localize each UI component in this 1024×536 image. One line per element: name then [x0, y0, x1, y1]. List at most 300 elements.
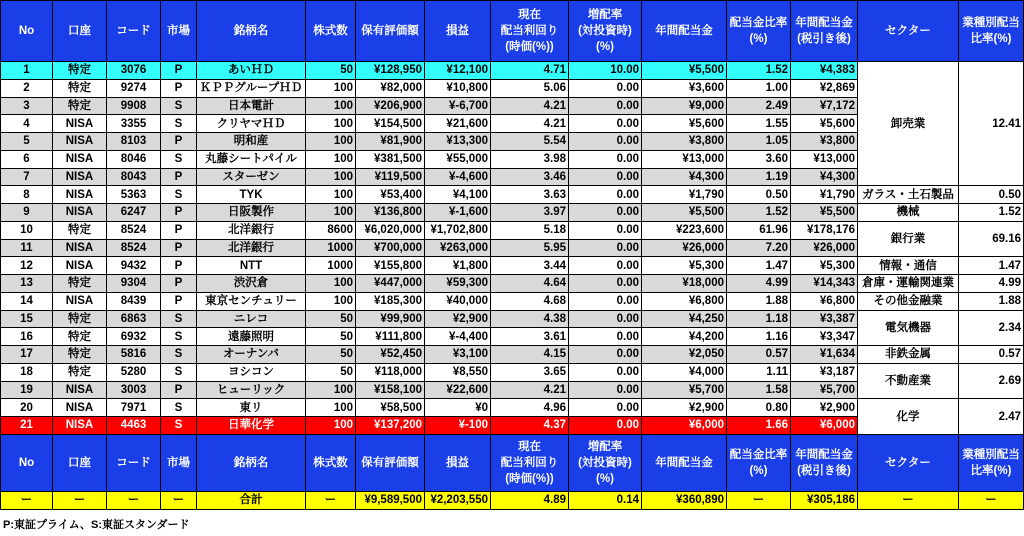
cell-market: P	[161, 382, 196, 399]
cell-code: 6247	[107, 204, 160, 221]
cell-pnl: ¥13,300	[425, 133, 490, 150]
total-code: ー	[107, 492, 160, 509]
cell-shares: 1000	[306, 257, 355, 274]
cell-yield: 5.54	[491, 133, 568, 150]
cell-yield: 5.18	[491, 222, 568, 239]
cell-shares: 100	[306, 399, 355, 416]
cell-account: 特定	[53, 328, 106, 345]
sector-name: 情報・通信	[858, 257, 958, 274]
cell-pnl: ¥-4,600	[425, 169, 490, 186]
total-shares: ー	[306, 492, 355, 509]
header-no: No	[1, 1, 52, 61]
cell-code: 9274	[107, 80, 160, 97]
cell-dividend-ratio: 0.57	[727, 346, 790, 363]
cell-account: NISA	[53, 293, 106, 310]
header-market: 市場	[161, 1, 196, 61]
cell-valuation: ¥155,800	[356, 257, 424, 274]
cell-code: 9432	[107, 257, 160, 274]
cell-dividend-ratio: 1.58	[727, 382, 790, 399]
cell-name: 日本電計	[197, 98, 305, 115]
total-dividend-ratio: ー	[727, 492, 790, 509]
cell-shares: 100	[306, 417, 355, 434]
cell-market: P	[161, 240, 196, 257]
sector-name: 不動産業	[858, 364, 958, 399]
sector-name: 倉庫・運輸関連業	[858, 275, 958, 292]
header-account: 口座	[53, 1, 106, 61]
cell-increase-rate: 0.00	[569, 417, 641, 434]
cell-shares: 100	[306, 169, 355, 186]
sector-name: 銀行業	[858, 222, 958, 257]
cell-increase-rate: 0.00	[569, 257, 641, 274]
cell-valuation: ¥206,900	[356, 98, 424, 115]
sector-name: 電気機器	[858, 311, 958, 346]
header-after-tax: 年間配当金 (税引き後)	[791, 1, 857, 61]
cell-code: 9304	[107, 275, 160, 292]
cell-pnl: ¥263,000	[425, 240, 490, 257]
sector-name: 機械	[858, 204, 958, 221]
cell-valuation: ¥128,950	[356, 62, 424, 79]
total-after-tax: ¥305,186	[791, 492, 857, 509]
footer-header-code: コード	[107, 435, 160, 491]
cell-dividend-ratio: 1.11	[727, 364, 790, 381]
cell-account: 特定	[53, 98, 106, 115]
cell-increase-rate: 0.00	[569, 204, 641, 221]
sector-name: 卸売業	[858, 62, 958, 185]
cell-increase-rate: 0.00	[569, 240, 641, 257]
cell-no: 14	[1, 293, 52, 310]
cell-after-tax: ¥3,187	[791, 364, 857, 381]
total-valuation: ¥9,589,500	[356, 492, 424, 509]
header-code: コード	[107, 1, 160, 61]
cell-no: 17	[1, 346, 52, 363]
cell-valuation: ¥158,100	[356, 382, 424, 399]
cell-shares: 50	[306, 364, 355, 381]
footer-header-sector: セクター	[858, 435, 958, 491]
cell-after-tax: ¥178,176	[791, 222, 857, 239]
cell-shares: 1000	[306, 240, 355, 257]
cell-shares: 50	[306, 62, 355, 79]
header-shares: 株式数	[306, 1, 355, 61]
cell-annual-dividend: ¥223,600	[642, 222, 726, 239]
cell-market: S	[161, 346, 196, 363]
sector-ratio: 4.99	[959, 275, 1023, 292]
cell-dividend-ratio: 1.19	[727, 169, 790, 186]
total-pnl: ¥2,203,550	[425, 492, 490, 509]
cell-pnl: ¥1,800	[425, 257, 490, 274]
cell-shares: 100	[306, 382, 355, 399]
header-name: 銘柄名	[197, 1, 305, 61]
cell-no: 20	[1, 399, 52, 416]
cell-no: 10	[1, 222, 52, 239]
cell-valuation: ¥118,000	[356, 364, 424, 381]
cell-code: 8046	[107, 151, 160, 168]
cell-increase-rate: 0.00	[569, 151, 641, 168]
cell-no: 6	[1, 151, 52, 168]
cell-yield: 3.44	[491, 257, 568, 274]
total-sector-ratio: ー	[959, 492, 1023, 509]
cell-annual-dividend: ¥13,000	[642, 151, 726, 168]
cell-increase-rate: 0.00	[569, 382, 641, 399]
cell-shares: 100	[306, 115, 355, 132]
cell-name: ＫＰＰグループＨＤ	[197, 80, 305, 97]
cell-market: P	[161, 275, 196, 292]
cell-name: TYK	[197, 186, 305, 203]
cell-account: NISA	[53, 417, 106, 434]
cell-market: P	[161, 222, 196, 239]
cell-valuation: ¥154,500	[356, 115, 424, 132]
total-annual-dividend: ¥360,890	[642, 492, 726, 509]
cell-account: 特定	[53, 311, 106, 328]
cell-name: あいＨＤ	[197, 62, 305, 79]
cell-pnl: ¥59,300	[425, 275, 490, 292]
cell-no: 16	[1, 328, 52, 345]
header-sector-ratio: 業種別配当 比率(%)	[959, 1, 1023, 61]
footer-header-increase-rate: 増配率 (対投資時) (%)	[569, 435, 641, 491]
cell-no: 19	[1, 382, 52, 399]
header-pnl: 損益	[425, 1, 490, 61]
cell-annual-dividend: ¥4,000	[642, 364, 726, 381]
cell-dividend-ratio: 1.47	[727, 257, 790, 274]
cell-yield: 4.68	[491, 293, 568, 310]
cell-dividend-ratio: 0.80	[727, 399, 790, 416]
cell-after-tax: ¥4,300	[791, 169, 857, 186]
cell-account: 特定	[53, 346, 106, 363]
footer-header-dividend-ratio: 配当金比率 (%)	[727, 435, 790, 491]
cell-annual-dividend: ¥5,300	[642, 257, 726, 274]
cell-after-tax: ¥1,634	[791, 346, 857, 363]
sector-ratio: 2.47	[959, 399, 1023, 434]
sector-ratio: 12.41	[959, 62, 1023, 185]
cell-shares: 50	[306, 346, 355, 363]
cell-pnl: ¥21,600	[425, 115, 490, 132]
header-yield: 現在 配当利回り (時価(%))	[491, 1, 568, 61]
cell-valuation: ¥381,500	[356, 151, 424, 168]
cell-increase-rate: 0.00	[569, 169, 641, 186]
cell-pnl: ¥0	[425, 399, 490, 416]
cell-valuation: ¥185,300	[356, 293, 424, 310]
header-increase-rate: 増配率 (対投資時) (%)	[569, 1, 641, 61]
cell-pnl: ¥55,000	[425, 151, 490, 168]
cell-code: 8103	[107, 133, 160, 150]
cell-valuation: ¥447,000	[356, 275, 424, 292]
cell-market: S	[161, 186, 196, 203]
cell-increase-rate: 0.00	[569, 399, 641, 416]
cell-yield: 4.64	[491, 275, 568, 292]
cell-after-tax: ¥5,700	[791, 382, 857, 399]
cell-code: 6932	[107, 328, 160, 345]
cell-dividend-ratio: 7.20	[727, 240, 790, 257]
cell-market: S	[161, 399, 196, 416]
cell-name: 北洋銀行	[197, 222, 305, 239]
cell-shares: 100	[306, 98, 355, 115]
cell-yield: 3.65	[491, 364, 568, 381]
cell-no: 5	[1, 133, 52, 150]
cell-after-tax: ¥2,900	[791, 399, 857, 416]
cell-after-tax: ¥6,800	[791, 293, 857, 310]
cell-pnl: ¥40,000	[425, 293, 490, 310]
cell-account: NISA	[53, 204, 106, 221]
cell-code: 8043	[107, 169, 160, 186]
cell-annual-dividend: ¥3,600	[642, 80, 726, 97]
cell-increase-rate: 0.00	[569, 222, 641, 239]
cell-account: 特定	[53, 275, 106, 292]
cell-pnl: ¥8,550	[425, 364, 490, 381]
header-annual-dividend: 年間配当金	[642, 1, 726, 61]
sector-name: 化学	[858, 399, 958, 434]
cell-account: NISA	[53, 133, 106, 150]
cell-account: 特定	[53, 222, 106, 239]
sector-name: その他金融業	[858, 293, 958, 310]
cell-no: 18	[1, 364, 52, 381]
cell-no: 9	[1, 204, 52, 221]
cell-account: NISA	[53, 240, 106, 257]
cell-account: NISA	[53, 382, 106, 399]
cell-increase-rate: 0.00	[569, 346, 641, 363]
cell-dividend-ratio: 1.52	[727, 62, 790, 79]
cell-after-tax: ¥3,387	[791, 311, 857, 328]
cell-pnl: ¥-4,400	[425, 328, 490, 345]
cell-market: S	[161, 364, 196, 381]
footer-header-valuation: 保有評価額	[356, 435, 424, 491]
footer-header-name: 銘柄名	[197, 435, 305, 491]
sector-ratio: 69.16	[959, 222, 1023, 257]
cell-increase-rate: 0.00	[569, 80, 641, 97]
cell-name: 遠藤照明	[197, 328, 305, 345]
cell-market: P	[161, 257, 196, 274]
cell-shares: 50	[306, 311, 355, 328]
cell-yield: 4.96	[491, 399, 568, 416]
cell-after-tax: ¥5,500	[791, 204, 857, 221]
footer-header-pnl: 損益	[425, 435, 490, 491]
cell-after-tax: ¥14,343	[791, 275, 857, 292]
cell-yield: 4.37	[491, 417, 568, 434]
cell-name: 日阪製作	[197, 204, 305, 221]
sector-name: ガラス・土石製品	[858, 186, 958, 203]
cell-annual-dividend: ¥5,600	[642, 115, 726, 132]
cell-pnl: ¥3,100	[425, 346, 490, 363]
footer-header-market: 市場	[161, 435, 196, 491]
cell-after-tax: ¥26,000	[791, 240, 857, 257]
cell-dividend-ratio: 1.66	[727, 417, 790, 434]
cell-name: 明和産	[197, 133, 305, 150]
cell-increase-rate: 0.00	[569, 133, 641, 150]
cell-account: NISA	[53, 151, 106, 168]
cell-dividend-ratio: 1.52	[727, 204, 790, 221]
cell-name: 東リ	[197, 399, 305, 416]
cell-name: オーナンバ	[197, 346, 305, 363]
cell-code: 9908	[107, 98, 160, 115]
cell-annual-dividend: ¥5,500	[642, 62, 726, 79]
header-sector: セクター	[858, 1, 958, 61]
cell-shares: 100	[306, 151, 355, 168]
cell-no: 2	[1, 80, 52, 97]
cell-after-tax: ¥6,000	[791, 417, 857, 434]
cell-valuation: ¥52,450	[356, 346, 424, 363]
cell-yield: 3.97	[491, 204, 568, 221]
cell-account: 特定	[53, 364, 106, 381]
cell-shares: 100	[306, 186, 355, 203]
cell-dividend-ratio: 1.00	[727, 80, 790, 97]
cell-market: P	[161, 293, 196, 310]
cell-annual-dividend: ¥6,000	[642, 417, 726, 434]
cell-annual-dividend: ¥5,500	[642, 204, 726, 221]
cell-pnl: ¥-1,600	[425, 204, 490, 221]
cell-annual-dividend: ¥26,000	[642, 240, 726, 257]
cell-market: S	[161, 151, 196, 168]
cell-market: P	[161, 80, 196, 97]
cell-yield: 3.63	[491, 186, 568, 203]
cell-yield: 4.71	[491, 62, 568, 79]
cell-yield: 3.98	[491, 151, 568, 168]
sector-ratio: 2.34	[959, 311, 1023, 346]
cell-pnl: ¥1,702,800	[425, 222, 490, 239]
sector-ratio: 1.88	[959, 293, 1023, 310]
cell-yield: 3.46	[491, 169, 568, 186]
sector-ratio: 1.52	[959, 204, 1023, 221]
cell-shares: 100	[306, 204, 355, 221]
cell-after-tax: ¥3,347	[791, 328, 857, 345]
cell-valuation: ¥99,900	[356, 311, 424, 328]
cell-after-tax: ¥4,383	[791, 62, 857, 79]
cell-account: NISA	[53, 257, 106, 274]
sector-name: 非鉄金属	[858, 346, 958, 363]
total-market: ー	[161, 492, 196, 509]
cell-code: 8524	[107, 222, 160, 239]
cell-code: 3076	[107, 62, 160, 79]
cell-annual-dividend: ¥2,900	[642, 399, 726, 416]
cell-dividend-ratio: 1.55	[727, 115, 790, 132]
cell-dividend-ratio: 0.50	[727, 186, 790, 203]
cell-valuation: ¥6,020,000	[356, 222, 424, 239]
cell-annual-dividend: ¥5,700	[642, 382, 726, 399]
footer-header-annual-dividend: 年間配当金	[642, 435, 726, 491]
cell-market: S	[161, 311, 196, 328]
cell-code: 8439	[107, 293, 160, 310]
cell-market: S	[161, 328, 196, 345]
cell-no: 8	[1, 186, 52, 203]
cell-valuation: ¥53,400	[356, 186, 424, 203]
cell-valuation: ¥58,500	[356, 399, 424, 416]
cell-shares: 100	[306, 133, 355, 150]
cell-annual-dividend: ¥3,800	[642, 133, 726, 150]
cell-annual-dividend: ¥2,050	[642, 346, 726, 363]
cell-no: 21	[1, 417, 52, 434]
cell-pnl: ¥-6,700	[425, 98, 490, 115]
sector-ratio: 0.57	[959, 346, 1023, 363]
cell-name: 北洋銀行	[197, 240, 305, 257]
cell-increase-rate: 0.00	[569, 98, 641, 115]
cell-yield: 5.06	[491, 80, 568, 97]
cell-increase-rate: 10.00	[569, 62, 641, 79]
cell-shares: 100	[306, 275, 355, 292]
cell-pnl: ¥4,100	[425, 186, 490, 203]
cell-valuation: ¥82,000	[356, 80, 424, 97]
total-no: ー	[1, 492, 52, 509]
cell-no: 11	[1, 240, 52, 257]
cell-name: スターゼン	[197, 169, 305, 186]
header-dividend-ratio: 配当金比率 (%)	[727, 1, 790, 61]
cell-dividend-ratio: 1.88	[727, 293, 790, 310]
cell-valuation: ¥119,500	[356, 169, 424, 186]
total-yield: 4.89	[491, 492, 568, 509]
cell-name: ニレコ	[197, 311, 305, 328]
sector-ratio: 2.69	[959, 364, 1023, 399]
footer-header-after-tax: 年間配当金 (税引き後)	[791, 435, 857, 491]
cell-after-tax: ¥1,790	[791, 186, 857, 203]
total-name: 合計	[197, 492, 305, 509]
cell-increase-rate: 0.00	[569, 115, 641, 132]
cell-no: 1	[1, 62, 52, 79]
cell-dividend-ratio: 4.99	[727, 275, 790, 292]
cell-yield: 4.21	[491, 382, 568, 399]
cell-account: 特定	[53, 62, 106, 79]
cell-dividend-ratio: 1.16	[727, 328, 790, 345]
cell-yield: 4.38	[491, 311, 568, 328]
cell-code: 4463	[107, 417, 160, 434]
cell-code: 5363	[107, 186, 160, 203]
footer-header-yield: 現在 配当利回り (時価(%))	[491, 435, 568, 491]
cell-name: 丸藤シートパイル	[197, 151, 305, 168]
cell-yield: 5.95	[491, 240, 568, 257]
cell-market: P	[161, 62, 196, 79]
footnote: P:東証プライム、S:東証スタンダード	[3, 519, 190, 531]
cell-valuation: ¥136,800	[356, 204, 424, 221]
cell-name: クリヤマＨＤ	[197, 115, 305, 132]
cell-valuation: ¥81,900	[356, 133, 424, 150]
cell-annual-dividend: ¥6,800	[642, 293, 726, 310]
cell-pnl: ¥12,100	[425, 62, 490, 79]
total-sector: ー	[858, 492, 958, 509]
cell-dividend-ratio: 1.05	[727, 133, 790, 150]
cell-dividend-ratio: 1.18	[727, 311, 790, 328]
cell-account: 特定	[53, 80, 106, 97]
cell-valuation: ¥700,000	[356, 240, 424, 257]
footer-header-sector-ratio: 業種別配当 比率(%)	[959, 435, 1023, 491]
cell-name: 東京センチュリー	[197, 293, 305, 310]
cell-pnl: ¥10,800	[425, 80, 490, 97]
cell-name: 渋沢倉	[197, 275, 305, 292]
cell-after-tax: ¥5,300	[791, 257, 857, 274]
cell-pnl: ¥2,900	[425, 311, 490, 328]
cell-account: NISA	[53, 115, 106, 132]
total-account: ー	[53, 492, 106, 509]
cell-after-tax: ¥7,172	[791, 98, 857, 115]
total-increase-rate: 0.14	[569, 492, 641, 509]
cell-market: S	[161, 417, 196, 434]
cell-annual-dividend: ¥9,000	[642, 98, 726, 115]
cell-no: 4	[1, 115, 52, 132]
cell-code: 3003	[107, 382, 160, 399]
cell-increase-rate: 0.00	[569, 328, 641, 345]
cell-after-tax: ¥5,600	[791, 115, 857, 132]
cell-name: NTT	[197, 257, 305, 274]
sector-ratio: 1.47	[959, 257, 1023, 274]
cell-market: P	[161, 169, 196, 186]
cell-market: S	[161, 98, 196, 115]
cell-no: 12	[1, 257, 52, 274]
cell-after-tax: ¥3,800	[791, 133, 857, 150]
cell-yield: 4.15	[491, 346, 568, 363]
cell-increase-rate: 0.00	[569, 364, 641, 381]
cell-annual-dividend: ¥4,250	[642, 311, 726, 328]
cell-dividend-ratio: 2.49	[727, 98, 790, 115]
cell-yield: 4.21	[491, 115, 568, 132]
cell-code: 8524	[107, 240, 160, 257]
cell-code: 5280	[107, 364, 160, 381]
cell-no: 7	[1, 169, 52, 186]
footer-header-account: 口座	[53, 435, 106, 491]
cell-code: 7971	[107, 399, 160, 416]
